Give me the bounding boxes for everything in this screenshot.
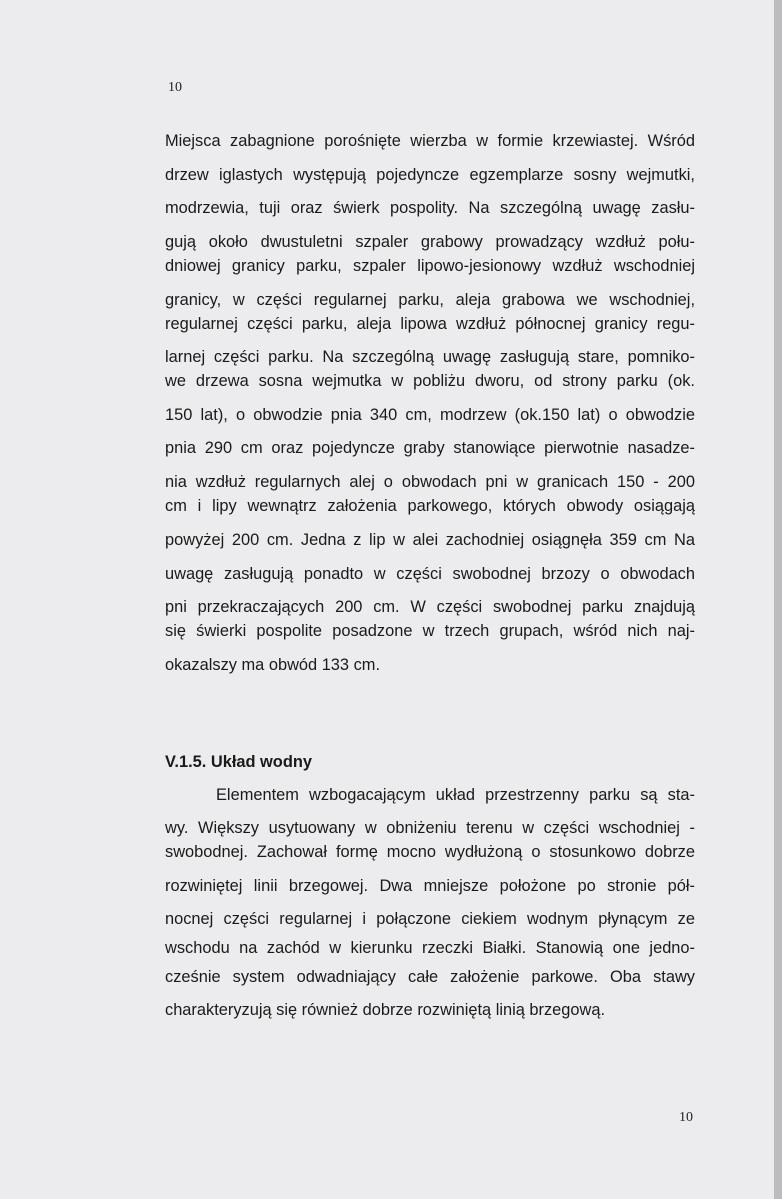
text-line: drzew iglastych występują pojedyncze egzemplarze sosny wejmutki, xyxy=(165,166,695,184)
page-number-top: 10 xyxy=(168,80,182,95)
text-line: regularnej części parku, aleja lipowa wzdłuż północnej granicy regu- xyxy=(165,315,695,333)
text-line: Elementem wzbogacającym układ przestrzenny parku są sta- xyxy=(216,786,695,804)
text-line: gują około dwustuletni szpaler grabowy prowadzący wzdłuż połu- xyxy=(165,233,695,251)
text-line: nocnej części regularnej i połączone ciekiem wodnym płynącym ze xyxy=(165,910,695,928)
text-line: się świerki pospolite posadzone w trzech grupach, wśród nich naj- xyxy=(165,622,695,640)
page-edge xyxy=(774,0,782,1199)
text-line: wy. Większy usytuowany w obniżeniu terenu w części wschodniej - xyxy=(165,819,695,837)
text-line: charakteryzują się również dobrze rozwiniętą linią brzegową. xyxy=(165,1001,606,1019)
text-line: rozwiniętej linii brzegowej. Dwa mniejsze położone po stronie pół- xyxy=(165,877,695,895)
text-line: nia wzdłuż regularnych alej o obwodach pni w granicach 150 - 200 xyxy=(165,473,695,491)
text-line: powyżej 200 cm. Jedna z lip w alei zachodniej osiągnęła 359 cm Na xyxy=(165,531,695,549)
page-number-bottom: 10 xyxy=(679,1110,693,1125)
section-heading: V.1.5. Układ wodny xyxy=(165,753,312,771)
text-line: cześnie system odwadniający całe założenie parkowe. Oba stawy xyxy=(165,968,695,986)
text-line: pnia 290 cm oraz pojedyncze graby stanowiące pierwotnie nasadze- xyxy=(165,439,695,457)
text-line: modrzewia, tuji oraz świerk pospolity. Na szczególną uwagę zasłu- xyxy=(165,199,695,217)
text-line: cm i lipy wewnątrz założenia parkowego, których obwody osiągają xyxy=(165,497,695,515)
text-line: uwagę zasługują ponadto w części swobodnej brzozy o obwodach xyxy=(165,565,695,583)
text-line: swobodnej. Zachował formę mocno wydłużoną o stosunkowo dobrze xyxy=(165,843,695,861)
text-line: wschodu na zachód w kierunku rzeczki Białki. Stanowią one jedno- xyxy=(165,939,695,957)
text-line: granicy, w części regularnej parku, aleja grabowa we wschodniej, xyxy=(165,291,695,309)
text-line: dniowej granicy parku, szpaler lipowo-jesionowy wzdłuż wschodniej xyxy=(165,257,695,275)
text-line: 150 lat), o obwodzie pnia 340 cm, modrzew (ok.150 lat) o obwodzie xyxy=(165,406,695,424)
text-line: we drzewa sosna wejmutka w pobliżu dworu, od strony parku (ok. xyxy=(165,372,695,390)
text-line: Miejsca zabagnione porośnięte wierzba w formie krzewiastej. Wśród xyxy=(165,132,695,150)
text-line: larnej części parku. Na szczególną uwagę zasługują stare, pomniko- xyxy=(165,348,695,366)
text-line: okazalszy ma obwód 133 cm. xyxy=(165,656,380,674)
text-line: pni przekraczających 200 cm. W części swobodnej parku znajdują xyxy=(165,598,695,616)
